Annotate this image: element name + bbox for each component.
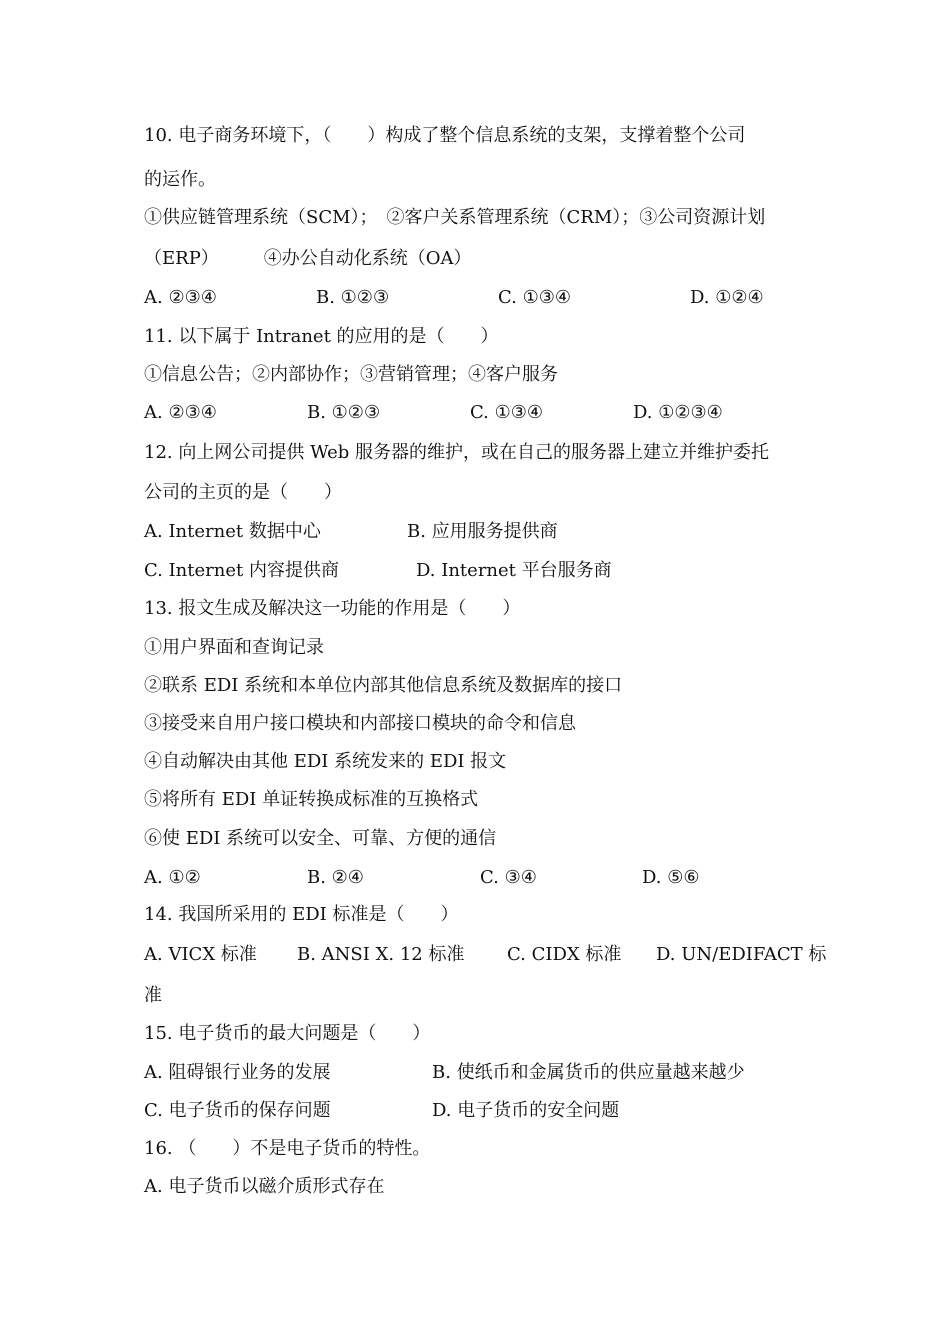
q10-items-line1: ①供应链管理系统（SCM）； ②客户关系管理系统（CRM）；③公司资源计划 xyxy=(144,207,766,228)
q12-stem-line2: 公司的主页的是（ ） xyxy=(144,482,342,503)
q13-option-b: B. ②④ xyxy=(307,867,364,888)
q15-option-d: D. 电子货币的安全问题 xyxy=(432,1100,620,1121)
q14-option-d: D. UN/EDIFACT 标 xyxy=(656,944,827,965)
q15-option-a: A. 阻碍银行业务的发展 xyxy=(144,1062,331,1083)
q11-option-b: B. ①②③ xyxy=(307,402,381,423)
q14-stem: 14. 我国所采用的 EDI 标准是（ ） xyxy=(144,904,459,925)
q10-option-b: B. ①②③ xyxy=(316,287,390,308)
q12-option-c: C. Internet 内容提供商 xyxy=(144,560,339,581)
q11-stem: 11. 以下属于 Intranet 的应用的是（ ） xyxy=(144,326,499,347)
q12-stem-line1: 12. 向上网公司提供 Web 服务器的维护，或在自己的服务器上建立并维护委托 xyxy=(144,442,769,463)
q13-option-d: D. ⑤⑥ xyxy=(642,867,700,888)
q13-item-4: ④自动解决由其他 EDI 系统发来的 EDI 报文 xyxy=(144,751,507,772)
q10-items-line2: （ERP） ④办公自动化系统（OA） xyxy=(144,248,472,269)
q15-option-c: C. 电子货币的保存问题 xyxy=(144,1100,331,1121)
q14-option-c: C. CIDX 标准 xyxy=(507,944,622,965)
q15-option-b: B. 使纸币和金属货币的供应量越来越少 xyxy=(432,1062,745,1083)
q10-stem-line2: 的运作。 xyxy=(144,169,216,190)
q13-item-2: ②联系 EDI 系统和本单位内部其他信息系统及数据库的接口 xyxy=(144,675,623,696)
q14-option-d-wrap: 准 xyxy=(144,985,162,1006)
q12-option-a: A. Internet 数据中心 xyxy=(144,521,321,542)
q13-stem: 13. 报文生成及解决这一功能的作用是（ ） xyxy=(144,598,521,619)
q14-option-a: A. VICX 标准 xyxy=(144,944,257,965)
q11-option-c: C. ①③④ xyxy=(470,402,543,423)
q16-option-a: A. 电子货币以磁介质形式存在 xyxy=(144,1176,385,1197)
q10-option-a: A. ②③④ xyxy=(144,287,217,308)
q13-item-6: ⑥使 EDI 系统可以安全、可靠、方便的通信 xyxy=(144,828,497,849)
q10-option-c: C. ①③④ xyxy=(498,287,571,308)
q14-option-b: B. ANSI X. 12 标准 xyxy=(297,944,465,965)
q10-option-d: D. ①②④ xyxy=(690,287,764,308)
q15-stem: 15. 电子货币的最大问题是（ ） xyxy=(144,1023,431,1044)
q13-item-3: ③接受来自用户接口模块和内部接口模块的命令和信息 xyxy=(144,713,576,734)
q13-item-5: ⑤将所有 EDI 单证转换成标准的互换格式 xyxy=(144,789,479,810)
q13-option-a: A. ①② xyxy=(144,867,201,888)
q12-option-b: B. 应用服务提供商 xyxy=(407,521,558,542)
q16-stem: 16. （ ）不是电子货币的特性。 xyxy=(144,1138,431,1159)
q12-option-d: D. Internet 平台服务商 xyxy=(416,560,612,581)
q11-option-a: A. ②③④ xyxy=(144,402,217,423)
q13-option-c: C. ③④ xyxy=(480,867,537,888)
q13-item-1: ①用户界面和查询记录 xyxy=(144,637,324,658)
q11-items: ①信息公告；②内部协作；③营销管理；④客户服务 xyxy=(144,364,558,385)
q11-option-d: D. ①②③④ xyxy=(633,402,723,423)
q10-stem-line1: 10. 电子商务环境下，（ ）构成了整个信息系统的支架，支撑着整个公司 xyxy=(144,125,746,146)
